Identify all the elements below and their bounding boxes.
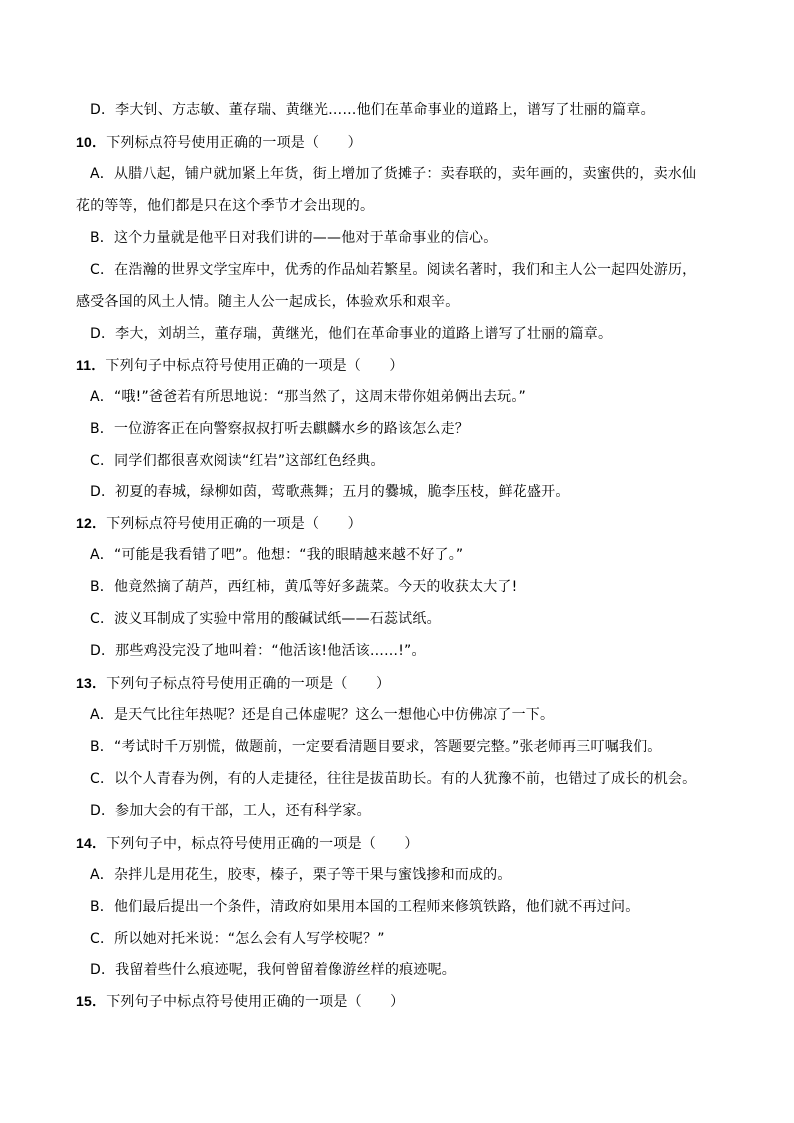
option-line: A．从腊八起，铺户就加紧上年货，街上增加了货摊子：卖春联的，卖年画的，卖蜜供的，卖水仙 (90, 166, 697, 182)
question-stem: 下列句子标点符号使用正确的一项是（ ） (106, 676, 391, 692)
question-stem: 下列句子中标点符号使用正确的一项是（ ） (105, 358, 404, 374)
option-line: B．他竟然摘了葫芦，西红柿，黄瓜等好多蔬菜。今天的收获太大了! (90, 579, 518, 595)
question-11 (76, 355, 404, 376)
option-line: D．初夏的春城，绿柳如茵，莺歌燕舞；五月的爨城，脆李压枝，鲜花盛开。 (90, 484, 570, 500)
question-stem: 下列标点符号使用正确的一项是（ ） (106, 135, 362, 151)
option-line: A．杂拌儿是用花生，胶枣，榛子，栗子等干果与蜜饯掺和而成的。 (90, 867, 512, 883)
option-line: A．是天气比往年热呢？还是自己体虚呢？这么一想他心中仿佛凉了一下。 (90, 707, 555, 723)
question-number: 11． (76, 357, 106, 373)
option-line: C．以个人青春为例，有的人走捷径，往往是拔苗助长。有的人犹豫不前，也错过了成长的机会。 (90, 771, 697, 787)
question-number: 15． (76, 993, 107, 1009)
question-stem: 下列标点符号使用正确的一项是（ ） (106, 516, 362, 532)
option-line: C．波义耳制成了实验中常用的酸碱试纸——石蕊试纸。 (90, 611, 441, 627)
option-line: B．这个力量就是他平日对我们讲的——他对于革命事业的信心。 (90, 230, 498, 246)
option-continuation: 花的等等，他们都是只在这个季节才会出现的。 (76, 198, 375, 214)
question-13 (76, 673, 390, 694)
option-line: A．“哦!”爸爸若有所思地说：“那当然了，这周末带你姐弟俩出去玩。” (90, 389, 526, 405)
option-line: C．在浩瀚的世界文学宝库中，优秀的作品灿若繁星。阅读名著时，我们和主人公一起四处游历， (90, 262, 697, 278)
option-line: D．参加大会的有干部，工人，还有科学家。 (90, 803, 371, 819)
question-stem: 下列句子中，标点符号使用正确的一项是（ ） (106, 836, 419, 852)
option-continuation: 感受各国的风土人情。随主人公一起成长，体验欢乐和艰辛。 (76, 294, 460, 310)
option-line: D．我留着些什么痕迹呢，我何曾留着像游丝样的痕迹呢。 (90, 962, 456, 978)
question-number: 10． (76, 134, 107, 150)
option-line: B．一位游客正在向警察叔叔打听去麒麟水乡的路该怎么走？ (90, 421, 470, 437)
question-number: 14． (76, 835, 107, 851)
question-stem: 下列句子中标点符号使用正确的一项是（ ） (106, 994, 405, 1010)
option-line: D．李大，刘胡兰，董存瑞，黄继光，他们在革命事业的道路上谱写了壮丽的篇章。 (90, 326, 613, 342)
option-line: A．“可能是我看错了吧”。他想：“我的眼睛越来越不好了。” (90, 547, 464, 563)
question-15 (76, 991, 404, 1012)
question-number: 12． (76, 515, 107, 531)
option-line: D．李大钊、方志敏、董存瑞、黄继光……他们在革命事业的道路上，谱写了壮丽的篇章。 (90, 102, 655, 118)
option-line: C．所以她对托米说：“怎么会有人写学校呢？” (90, 931, 385, 947)
question-12 (76, 513, 362, 534)
question-10 (76, 132, 362, 153)
option-line: B．他们最后提出一个条件，清政府如果用本国的工程师来修筑铁路，他们就不再过问。 (90, 899, 640, 915)
question-14 (76, 833, 419, 854)
option-line: C．同学们都很喜欢阅读“红岩”这部红色经典。 (90, 453, 385, 469)
option-line: D．那些鸡没完没了地叫着：“他活该!他活该……!”。 (90, 643, 426, 659)
question-number: 13． (76, 675, 107, 691)
option-line: B．“考试时千万别慌，做题前，一定要看清题目要求，答题要完整。”张老师再三叮嘱我们。 (90, 739, 662, 755)
